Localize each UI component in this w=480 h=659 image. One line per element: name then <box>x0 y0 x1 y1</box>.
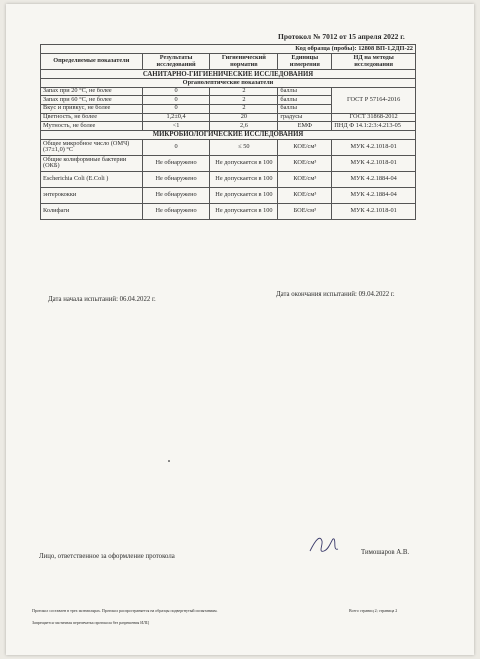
section-title-micro: МИКРОБИОЛОГИЧЕСКИЕ ИССЛЕДОВАНИЯ <box>41 130 416 139</box>
document-page <box>6 4 474 655</box>
col-header-unit: Единицы измерения <box>278 54 332 70</box>
results-table <box>40 44 416 220</box>
table-row: Цветность, не более 1,2±0,4 20 градусы ГОСТ 31868-2012 <box>41 113 416 122</box>
section-title-row <box>41 70 416 79</box>
table-row: Мутность, не более <1 2,6 ЕМФ ПНД Ф 14.1:2:3:4.213-05 <box>41 122 416 131</box>
signer-name: Тимошаров А.В. <box>361 549 410 556</box>
table-row: Вкус и привкус, не более 0 2 баллы <box>41 104 416 113</box>
table-row: Колифаги Не обнаружено Не допускается в 100 БОЕ/см³ МУК 4.2.1018-01 <box>41 203 416 219</box>
table-row: Общее микробное число (ОМЧ) (37±1,0) °С 0 ≤ 50 КОЕ/см³ МУК 4.2.1018-01 <box>41 139 416 155</box>
section-title-sanitary: САНИТАРНО-ГИГИЕНИЧЕСКИЕ ИССЛЕДОВАНИЯ <box>41 70 416 79</box>
table-row: Общие колиформные бактерии (ОКБ) Не обнаружено Не допускается в 100 КОЕ/см³ МУК 4.2.1018-01 <box>41 155 416 171</box>
table-row: Запах при 60 °С, не более 0 2 баллы <box>41 96 416 105</box>
table-row: Запах при 20 °С, не более 0 2 баллы ГОСТ Р 57164-2016 <box>41 87 416 96</box>
signature-icon <box>306 531 346 557</box>
page-number: Всего страниц 2; страница 2 <box>349 608 398 613</box>
footer-note-copies: Протокол составлен в трех экземплярах. Протокол распространяется на образцы подвергнутый испытаниям. <box>32 608 218 613</box>
col-header-method: НД на методы исследования <box>332 54 416 70</box>
col-header-indicator: Определяемые показатели <box>41 54 143 70</box>
footer-note-reprint: Запрещается частичная перепечатка протокола без разрешения ИЛЦ <box>32 620 149 625</box>
col-header-result: Результаты исследований <box>142 54 210 70</box>
responsible-label: Лицо, ответственное за оформление протокола <box>39 553 175 560</box>
organoleptic-method: ГОСТ Р 57164-2016 <box>332 87 416 113</box>
table-row: Escherichia Coli (E.Coli ) Не обнаружено Не допускается в 100 КОЕ/см³ МУК 4.2.1884-04 <box>41 171 416 187</box>
section-subtitle-organoleptic: Органолептические показатели <box>41 79 416 88</box>
sample-code-row <box>41 45 416 54</box>
test-end-date: Дата окончания испытаний: 09.04.2022 г. <box>276 291 395 298</box>
section-subtitle-row <box>41 79 416 88</box>
sample-code: Код образца (пробы): 12808 ВП-1,2ДП-22 <box>41 45 416 54</box>
table-row: энтерококки Не обнаружено Не допускается в 100 КОЕ/см³ МУК 4.2.1884-04 <box>41 187 416 203</box>
speck <box>168 460 170 462</box>
section-title-row <box>41 130 416 139</box>
protocol-title: Протокол № 7012 от 15 апреля 2022 г. <box>278 32 405 41</box>
test-start-date: Дата начала испытаний: 06.04.2022 г. <box>48 296 156 303</box>
col-header-norm: Гигиенический норматив <box>210 54 278 70</box>
header-row <box>41 54 416 70</box>
